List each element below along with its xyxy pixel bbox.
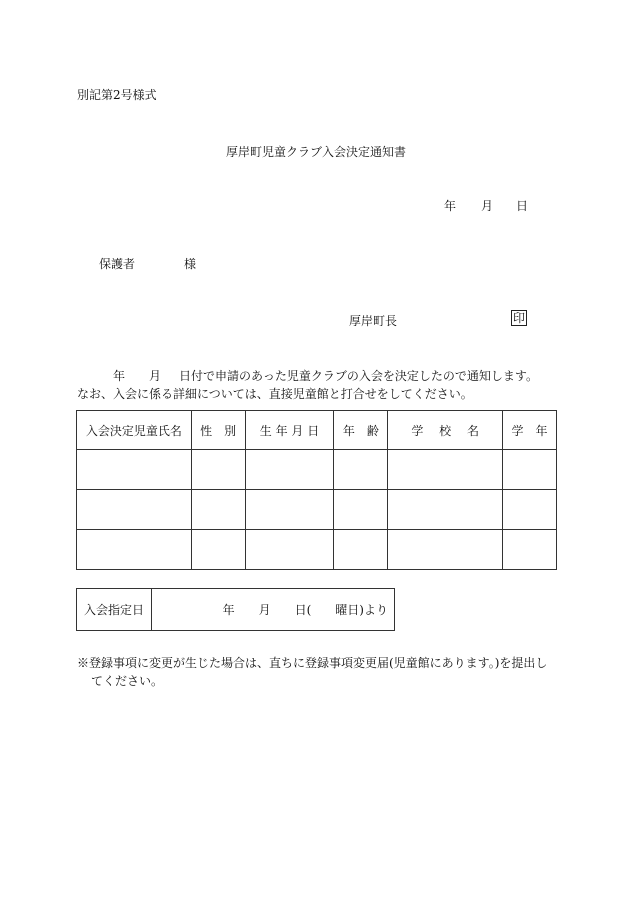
table-cell[interactable] <box>334 450 388 490</box>
body-paragraph-line-1 <box>77 367 538 384</box>
issuer-name: 厚岸町長 <box>349 314 398 328</box>
date-year-label: 年 <box>444 199 457 213</box>
table-cell[interactable] <box>191 450 245 490</box>
table-header-row <box>77 411 557 450</box>
note-line-1: ※登録事項に変更が生じた場合は、直ちに登録事項変更届(児童館にあります。)を提出し <box>77 656 548 670</box>
header-age: 年 齢 <box>334 411 388 450</box>
table-cell[interactable] <box>503 490 557 530</box>
table-cell[interactable] <box>191 530 245 570</box>
table-cell[interactable] <box>245 530 334 570</box>
table-cell[interactable] <box>191 490 245 530</box>
table-cell[interactable] <box>503 450 557 490</box>
body-text-2: なお、入会に係る詳細については、直接児童館と打合せをしてください。 <box>77 387 473 401</box>
table-cell[interactable] <box>245 450 334 490</box>
table-cell[interactable] <box>503 530 557 570</box>
body-text-1: 日付で申請のあった児童クラブの入会を決定したので通知します。 <box>179 369 538 383</box>
table-row <box>77 530 557 570</box>
table-cell[interactable] <box>77 450 192 490</box>
document-title: 厚岸町児童クラブ入会決定通知書 <box>226 145 407 159</box>
date-day-label: 日 <box>516 199 529 213</box>
table-row <box>77 450 557 490</box>
table-cell[interactable] <box>334 490 388 530</box>
note-line-2: てください。 <box>91 674 164 688</box>
body-year-label: 年 <box>113 369 126 383</box>
guardian-label: 保護者 <box>99 257 136 271</box>
seal-mark: 印 <box>513 311 526 325</box>
form-number: 別記第2号様式 <box>77 88 157 102</box>
start-date-box <box>76 588 395 631</box>
table-cell[interactable] <box>388 530 503 570</box>
header-school-name: 学 校 名 <box>388 411 503 450</box>
start-date-label: 入会指定日 <box>77 589 152 630</box>
header-birthdate: 生 年 月 日 <box>245 411 334 450</box>
guardian-honorific: 様 <box>184 257 197 271</box>
body-month-label: 月 <box>149 369 162 383</box>
header-child-name: 入会決定児童氏名 <box>77 411 192 450</box>
header-gender: 性 別 <box>191 411 245 450</box>
table-cell[interactable] <box>388 490 503 530</box>
table-row <box>77 490 557 530</box>
table-cell[interactable] <box>77 490 192 530</box>
table-cell[interactable] <box>388 450 503 490</box>
member-table <box>76 410 557 570</box>
table-cell[interactable] <box>77 530 192 570</box>
start-date-field[interactable]: 年 月 日( 曜日)より <box>222 603 388 617</box>
date-month-label: 月 <box>481 199 494 213</box>
table-cell[interactable] <box>245 490 334 530</box>
header-grade: 学 年 <box>503 411 557 450</box>
table-cell[interactable] <box>334 530 388 570</box>
